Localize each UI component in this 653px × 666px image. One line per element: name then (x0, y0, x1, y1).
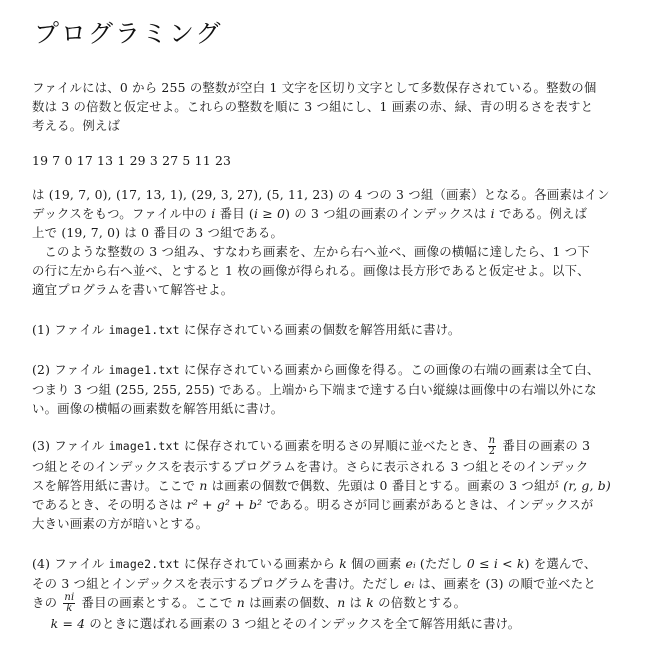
math-condition: i ≥ 0 (253, 206, 286, 221)
math-var-n: n (337, 595, 346, 610)
question-2-line-2: つまり 3 つ組 (255, 255, 255) である。上端から下端まで達する白い縦線は画像中の右端以外にな (32, 382, 597, 397)
text: に保存されている画素から (179, 556, 340, 571)
text: 番目の画素とする。ここで (77, 595, 237, 610)
text: に保存されている画素を明るさの昇順に並べたとき、 (179, 438, 486, 453)
fraction-n-over-2 (488, 436, 497, 457)
explanation-paragraph (32, 185, 612, 242)
filename: image1.txt (108, 363, 180, 377)
question-2 (32, 360, 612, 418)
text: スを解答用紙に書け。ここで (32, 478, 200, 493)
math-var-e: eᵢ (404, 576, 415, 591)
text: ) の 3 つ組の画素のインデックスは (285, 206, 491, 221)
question-number: (4) (32, 556, 51, 571)
filename: image1.txt (108, 323, 180, 337)
intro-line-2: 数は 3 の倍数と仮定せよ。これらの整数を順に 3 つ組にし、1 画素の赤、緑、青の明るさを表すと (32, 99, 594, 114)
text: は (345, 595, 367, 610)
text: ファイル (50, 438, 109, 453)
text: である。明るさが同じ画素があるときは、インデックスが (262, 497, 594, 512)
explanation-line-3: 上で (19, 7, 0) は 0 番目の 3 つ組である。 (32, 225, 284, 240)
text: 番目 ( (215, 206, 254, 221)
intro-line-3: 考える。例えば (32, 118, 121, 133)
layout-line-1: このような整数の 3 つ組み、すなわち画素を、左から右へ並べ、画像の横幅に達したら、1 つ下 (44, 244, 590, 259)
example-sequence: 19 7 0 17 13 1 29 3 27 5 11 23 (32, 153, 232, 168)
text: である。例えば (494, 206, 588, 221)
math-var-n: n (236, 595, 245, 610)
text: デックスをもつ。ファイル中の (32, 206, 212, 221)
filename: image2.txt (108, 557, 180, 571)
question-number: (2) (32, 362, 51, 377)
math-var-k: k (339, 556, 347, 571)
question-4 (32, 554, 612, 633)
text: ファイル (50, 362, 109, 377)
text: ) を選んで、 (524, 556, 597, 571)
denominator: 2 (488, 446, 496, 457)
text: (ただし (415, 556, 467, 571)
text: の倍数とする。 (374, 595, 467, 610)
text: は、画素を (3) の順で並べたと (414, 576, 596, 591)
text: であるとき、その明るさは (32, 497, 187, 512)
text: に保存されている画素から画像を得る。この画像の右端の画素は全て白、 (179, 362, 600, 377)
math-var-e: eᵢ (405, 556, 416, 571)
layout-paragraph (32, 242, 612, 299)
math-var-n: n (199, 478, 208, 493)
text: は画素の個数、 (244, 595, 338, 610)
text: に保存されている画素の個数を解答用紙に書け。 (179, 322, 461, 337)
text: ファイル (50, 322, 109, 337)
math-k-equals-4: k = 4 (50, 616, 86, 631)
math-condition: 0 ≤ i < k (466, 556, 525, 571)
text: のときに選ばれる画素の 3 つ組とそのインデックスを全て解答用紙に書け。 (85, 616, 521, 631)
question-3-line-2: つ組とそのインデックスを表示するプログラムを書け。さらに表示される 3 つ組とそのインデック (32, 459, 589, 474)
question-2-line-3: い。画像の横幅の画素数を解答用紙に書け。 (32, 401, 284, 416)
text: 個の画素 (346, 556, 406, 571)
question-3-line-5: 大きい画素の方が暗いとする。 (32, 516, 209, 531)
intro-paragraph (32, 78, 612, 135)
math-var-i: i (211, 206, 216, 221)
text: その 3 つ組とインデックスを表示するプログラムを書け。ただし (32, 576, 405, 591)
question-1 (32, 320, 612, 340)
intro-line-1: ファイルには、0 から 255 の整数が空白 1 文字を区切り文字として多数保存されている。整数の個 (32, 80, 597, 95)
explanation-line-1: は (19, 7, 0), (17, 13, 1), (29, 3, 27), (5, 11, 23) の 4 つの 3 つ組（画素）となる。各画素はイン (32, 187, 610, 202)
denominator: k (66, 603, 73, 614)
layout-line-3: 適宜プログラムを書いて解答せよ。 (32, 282, 234, 297)
text: 番目の画素の 3 (498, 438, 591, 453)
page-title: プログラミング (34, 19, 223, 48)
math-var-i: i (490, 206, 495, 221)
fraction-ni-over-k (63, 593, 75, 614)
question-number: (3) (32, 438, 51, 453)
question-3 (32, 436, 612, 533)
math-brightness: r² + g² + b² (186, 497, 263, 512)
text: ファイル (50, 556, 109, 571)
math-triple: (r, g, b) (563, 478, 611, 493)
layout-line-2: の行に左から右へ並べ、とすると 1 枚の画像が得られる。画像は長方形であると仮定せよ。以下、 (32, 263, 590, 278)
numerator: ni (64, 592, 75, 603)
numerator: n (488, 435, 496, 446)
filename: image1.txt (108, 439, 180, 453)
math-var-k: k (366, 595, 374, 610)
text: は画素の個数で偶数、先頭は 0 番目とする。画素の 3 つ組が (207, 478, 564, 493)
question-number: (1) (32, 322, 51, 337)
explanation-line-2 (32, 204, 612, 223)
text: きの (32, 595, 62, 610)
